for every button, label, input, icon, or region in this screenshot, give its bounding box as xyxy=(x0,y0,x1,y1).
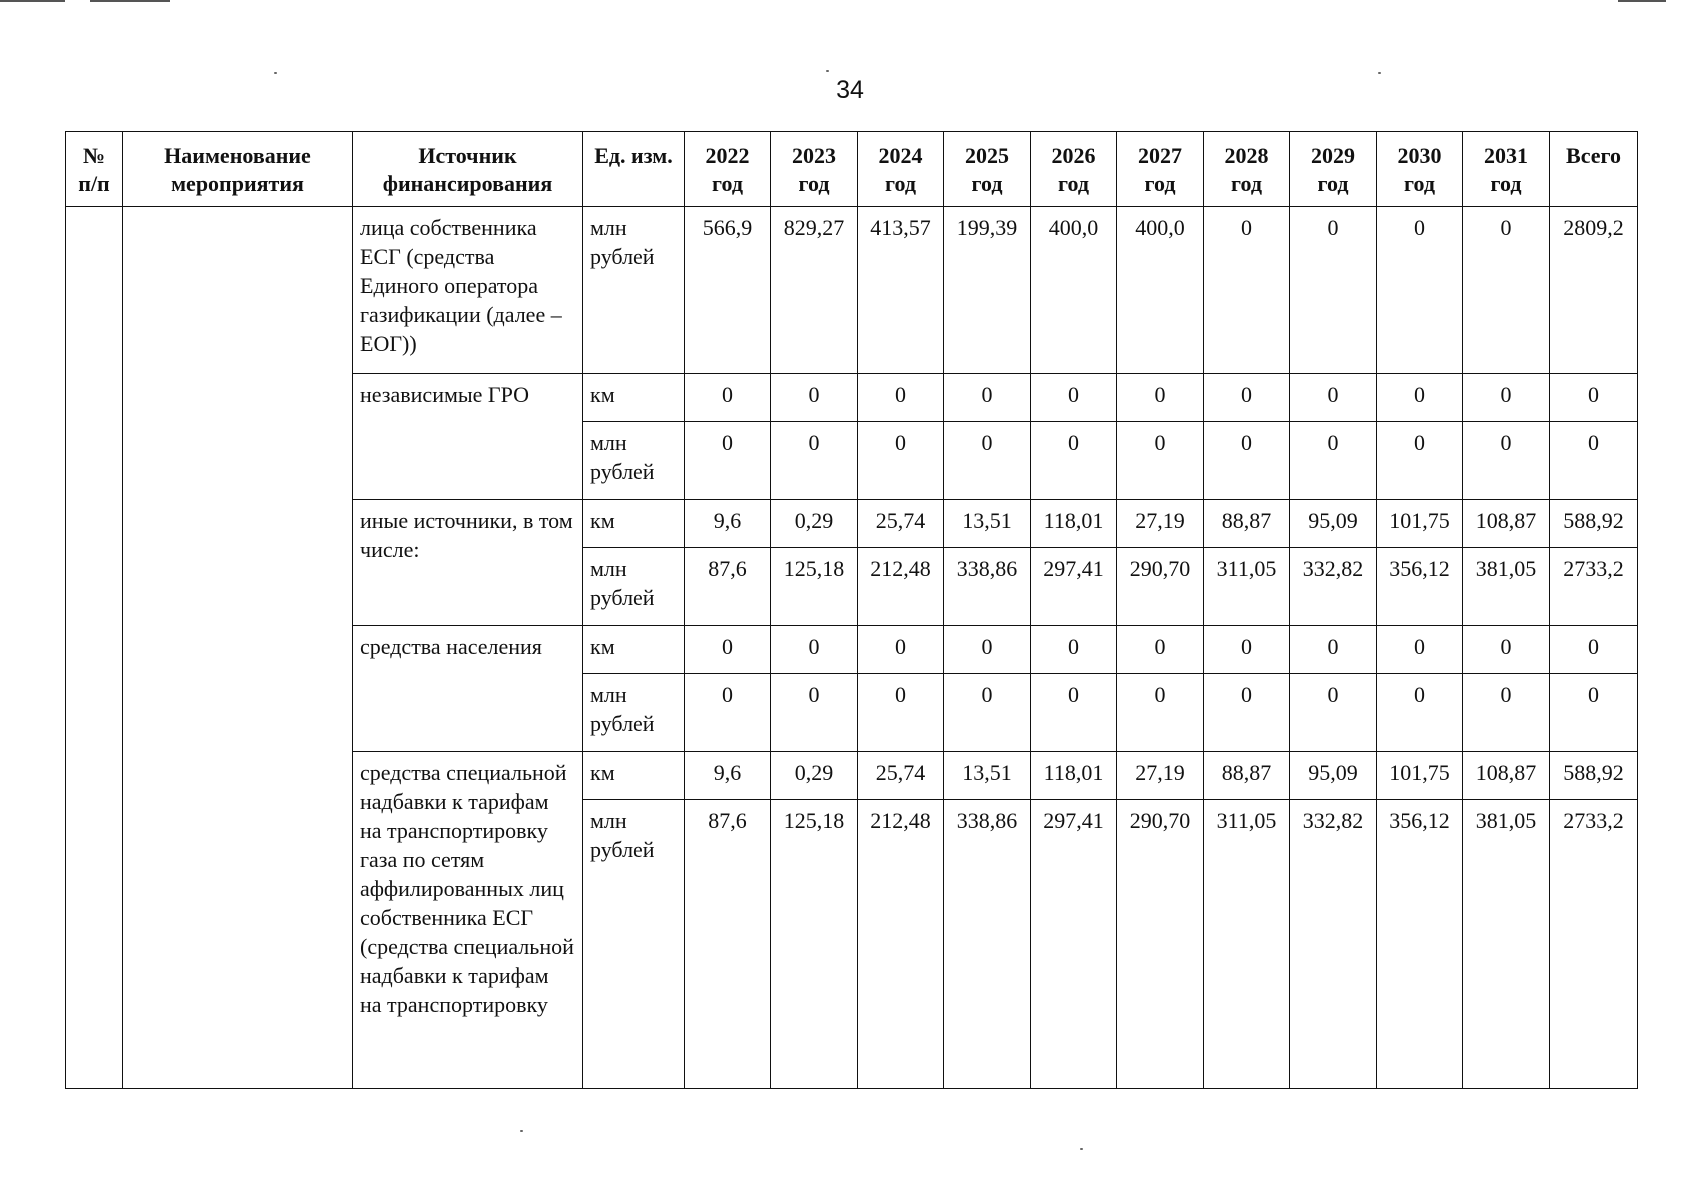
cell-value: 0 xyxy=(771,374,858,422)
cell-value: 0 xyxy=(1290,626,1377,674)
cell-value: 0 xyxy=(944,674,1031,752)
cell-value: 0 xyxy=(1463,674,1550,752)
cell-value: 108,87 xyxy=(1463,752,1550,800)
cell-value: 0 xyxy=(685,674,771,752)
cell-value: 0 xyxy=(1204,626,1290,674)
cell-value: 0 xyxy=(1463,626,1550,674)
cell-source: иные источники, в том числе: xyxy=(353,500,583,626)
cell-total: 0 xyxy=(1550,674,1638,752)
cell-value: 0,29 xyxy=(771,500,858,548)
cell-value: 88,87 xyxy=(1204,752,1290,800)
cell-value: 0,29 xyxy=(771,752,858,800)
cell-unit: млн рублей xyxy=(583,207,685,374)
cell-value: 101,75 xyxy=(1377,752,1463,800)
cell-total: 0 xyxy=(1550,422,1638,500)
cell-unit: км xyxy=(583,752,685,800)
cell-value: 87,6 xyxy=(685,800,771,1089)
cell-total: 0 xyxy=(1550,374,1638,422)
cell-value: 0 xyxy=(771,674,858,752)
cell-name xyxy=(123,207,353,1089)
cell-value: 0 xyxy=(944,422,1031,500)
header-year: 2022 год xyxy=(685,132,771,207)
header-year: 2028 год xyxy=(1204,132,1290,207)
cell-value: 0 xyxy=(1463,374,1550,422)
cell-source: средства специальной надбавки к тарифам на транспортировку газа по сетям аффилированных лиц собственника ЕСГ (средства специальной надбавки к тарифам на транспортировку xyxy=(353,752,583,1089)
scan-speck xyxy=(274,72,277,74)
cell-value: 0 xyxy=(944,626,1031,674)
cell-value: 356,12 xyxy=(1377,800,1463,1089)
cell-value: 0 xyxy=(1290,422,1377,500)
cell-value: 400,0 xyxy=(1117,207,1204,374)
financing-table xyxy=(65,131,1638,1089)
cell-value: 0 xyxy=(858,374,944,422)
cell-value: 212,48 xyxy=(858,548,944,626)
cell-value: 118,01 xyxy=(1031,752,1117,800)
cell-value: 0 xyxy=(1117,422,1204,500)
cell-unit: км xyxy=(583,500,685,548)
cell-value: 0 xyxy=(771,626,858,674)
cell-value: 356,12 xyxy=(1377,548,1463,626)
cell-value: 400,0 xyxy=(1031,207,1117,374)
cell-value: 0 xyxy=(1290,674,1377,752)
cell-value: 0 xyxy=(685,374,771,422)
cell-unit: млн рублей xyxy=(583,674,685,752)
cell-total: 588,92 xyxy=(1550,500,1638,548)
scan-speck xyxy=(826,70,829,72)
cell-value: 290,70 xyxy=(1117,548,1204,626)
cell-value: 88,87 xyxy=(1204,500,1290,548)
cell-value: 0 xyxy=(685,626,771,674)
header-name: Наименование мероприятия xyxy=(123,132,353,207)
cell-value: 0 xyxy=(1377,674,1463,752)
header-year: 2027 год xyxy=(1117,132,1204,207)
cell-value: 0 xyxy=(1117,626,1204,674)
cell-value: 0 xyxy=(1463,207,1550,374)
cell-value: 199,39 xyxy=(944,207,1031,374)
cell-value: 332,82 xyxy=(1290,548,1377,626)
cell-value: 0 xyxy=(1117,374,1204,422)
cell-value: 297,41 xyxy=(1031,548,1117,626)
cell-value: 0 xyxy=(858,626,944,674)
header-row xyxy=(66,132,1638,207)
cell-value: 0 xyxy=(1204,422,1290,500)
cell-value: 95,09 xyxy=(1290,752,1377,800)
cell-num xyxy=(66,207,123,1089)
cell-unit: млн рублей xyxy=(583,422,685,500)
cell-value: 25,74 xyxy=(858,752,944,800)
cell-value: 125,18 xyxy=(771,548,858,626)
cell-value: 0 xyxy=(1290,207,1377,374)
cell-value: 311,05 xyxy=(1204,548,1290,626)
header-year: 2025 год xyxy=(944,132,1031,207)
cell-value: 381,05 xyxy=(1463,548,1550,626)
cell-value: 95,09 xyxy=(1290,500,1377,548)
header-source: Источник финансирования xyxy=(353,132,583,207)
scan-speck xyxy=(520,1130,523,1132)
cell-value: 332,82 xyxy=(1290,800,1377,1089)
cell-value: 829,27 xyxy=(771,207,858,374)
cell-value: 0 xyxy=(1290,374,1377,422)
cell-source: средства населения xyxy=(353,626,583,752)
cell-value: 0 xyxy=(1377,207,1463,374)
cell-value: 0 xyxy=(1204,374,1290,422)
cell-value: 101,75 xyxy=(1377,500,1463,548)
cell-value: 25,74 xyxy=(858,500,944,548)
cell-value: 0 xyxy=(1031,374,1117,422)
cell-value: 413,57 xyxy=(858,207,944,374)
cell-value: 0 xyxy=(1377,374,1463,422)
cell-total: 2733,2 xyxy=(1550,800,1638,1089)
cell-value: 0 xyxy=(944,374,1031,422)
cell-value: 27,19 xyxy=(1117,752,1204,800)
cell-value: 0 xyxy=(685,422,771,500)
scan-edge-mark xyxy=(0,0,65,2)
cell-value: 381,05 xyxy=(1463,800,1550,1089)
header-total: Всего xyxy=(1550,132,1638,207)
cell-value: 311,05 xyxy=(1204,800,1290,1089)
cell-value: 0 xyxy=(771,422,858,500)
cell-value: 338,86 xyxy=(944,800,1031,1089)
header-num: № п/п xyxy=(66,132,123,207)
cell-value: 87,6 xyxy=(685,548,771,626)
header-year: 2023 год xyxy=(771,132,858,207)
scan-speck xyxy=(1378,72,1381,74)
scan-edge-mark xyxy=(90,0,170,2)
cell-value: 0 xyxy=(1204,674,1290,752)
cell-value: 108,87 xyxy=(1463,500,1550,548)
scan-speck xyxy=(1080,1148,1083,1150)
cell-value: 566,9 xyxy=(685,207,771,374)
cell-value: 9,6 xyxy=(685,500,771,548)
cell-value: 0 xyxy=(1031,674,1117,752)
cell-value: 0 xyxy=(1377,626,1463,674)
cell-total: 2733,2 xyxy=(1550,548,1638,626)
cell-unit: км xyxy=(583,626,685,674)
cell-source: лица собственника ЕСГ (средства Единого оператора газификации (далее – ЕОГ)) xyxy=(353,207,583,374)
cell-value: 0 xyxy=(1031,626,1117,674)
header-year: 2026 год xyxy=(1031,132,1117,207)
scan-edge-mark xyxy=(1618,0,1666,2)
cell-value: 0 xyxy=(858,674,944,752)
cell-total: 588,92 xyxy=(1550,752,1638,800)
cell-unit: км xyxy=(583,374,685,422)
cell-value: 0 xyxy=(1117,674,1204,752)
header-year: 2024 год xyxy=(858,132,944,207)
cell-value: 290,70 xyxy=(1117,800,1204,1089)
page-number: 34 xyxy=(836,76,864,104)
cell-source: независимые ГРО xyxy=(353,374,583,500)
table-row xyxy=(66,207,1638,374)
cell-value: 212,48 xyxy=(858,800,944,1089)
cell-value: 0 xyxy=(1377,422,1463,500)
cell-unit: млн рублей xyxy=(583,800,685,1089)
header-year: 2030 год xyxy=(1377,132,1463,207)
cell-value: 13,51 xyxy=(944,500,1031,548)
header-year: 2029 год xyxy=(1290,132,1377,207)
cell-value: 0 xyxy=(858,422,944,500)
cell-total: 0 xyxy=(1550,626,1638,674)
cell-value: 27,19 xyxy=(1117,500,1204,548)
cell-value: 118,01 xyxy=(1031,500,1117,548)
cell-value: 0 xyxy=(1463,422,1550,500)
cell-value: 13,51 xyxy=(944,752,1031,800)
cell-value: 0 xyxy=(1204,207,1290,374)
cell-value: 297,41 xyxy=(1031,800,1117,1089)
cell-value: 125,18 xyxy=(771,800,858,1089)
cell-value: 338,86 xyxy=(944,548,1031,626)
cell-value: 9,6 xyxy=(685,752,771,800)
cell-total: 2809,2 xyxy=(1550,207,1638,374)
cell-unit: млн рублей xyxy=(583,548,685,626)
cell-value: 0 xyxy=(1031,422,1117,500)
header-year: 2031 год xyxy=(1463,132,1550,207)
header-unit: Ед. изм. xyxy=(583,132,685,207)
